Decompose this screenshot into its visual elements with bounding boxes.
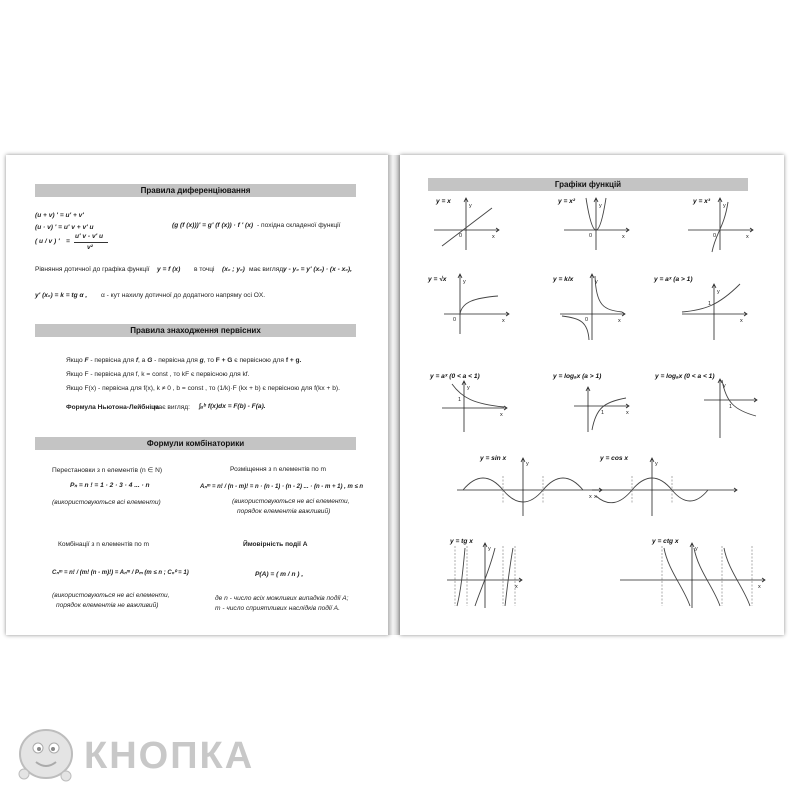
svg-text:x: x — [758, 584, 761, 590]
combinations-title: Комбінації з n елементів по m — [58, 541, 149, 548]
svg-text:x: x — [746, 234, 749, 240]
book-spine — [388, 155, 400, 635]
tangent-text-3: має вигляд: — [249, 266, 285, 273]
graph-exp-growth — [678, 280, 750, 342]
graph-label-sin: y = sin x — [480, 455, 507, 462]
tangent-fn: y = f (x) — [157, 266, 181, 273]
fraction-bar — [74, 242, 108, 243]
newton-leibniz-label: Формула Ньютона-Лейбніца — [66, 404, 159, 411]
svg-text:0: 0 — [453, 317, 457, 323]
diff-rule-quotient-num: u' v - v' u — [75, 233, 104, 240]
svg-text:1: 1 — [729, 404, 733, 410]
chain-rule-formula: (g (f (x)))' = g' (f (x)) · f ' (x) — [172, 222, 254, 229]
graph-label-tan: y = tg x — [450, 538, 473, 545]
mascot-icon — [8, 712, 88, 792]
antideriv-rule-3: Якщо F(x) - первісна для f(x), k ≠ 0 , b = const , то (1/k)·F (kx + b) є первісною для f(kx + b). — [66, 385, 340, 392]
svg-text:0: 0 — [589, 233, 593, 239]
svg-text:x: x — [589, 494, 592, 500]
probability-formula: P(A) = ( m / n ) , — [255, 571, 304, 578]
svg-text:1: 1 — [458, 397, 462, 403]
graph-label-log-decay: y = logₐx (0 < a < 1) — [655, 373, 715, 380]
probability-title: Ймовірність події А — [243, 541, 308, 548]
svg-text:x: x — [502, 318, 505, 324]
brand-name: КНОПКА — [84, 735, 255, 777]
slope-formula: y' (x₀) = k = tg α , — [35, 292, 88, 299]
svg-text:x: x — [492, 234, 495, 240]
permutations-title: Перестановки з n елементів (n ∈ N) — [52, 467, 163, 474]
newton-leibniz-text: має вигляд: — [154, 404, 190, 411]
graph-log-growth — [570, 384, 634, 434]
arrangements-title: Розміщення з n елементів по m — [230, 466, 326, 473]
slope-text: α - кут нахилу дотичної до додатного напряму осі OX. — [101, 292, 266, 299]
arrangements-formula: Aₙᵐ = n! / (n - m)! = n · (n - 1) · (n - 2) ... · (n - m + 1) , m ≤ n — [200, 484, 364, 490]
probability-note-1: де n - число всіх можливих випадків події А; — [215, 595, 349, 602]
graph-label-exp-growth: y = aˣ (a > 1) — [654, 276, 693, 283]
svg-text:y: y — [467, 385, 470, 391]
svg-text:x: x — [626, 410, 629, 416]
svg-text:y: y — [723, 383, 726, 389]
graph-sin — [455, 456, 605, 518]
graph-label-log-growth: y = logₐx (a > 1) — [553, 373, 602, 380]
svg-text:y: y — [655, 461, 658, 467]
graph-label-cot: y = ctg x — [652, 538, 679, 545]
newton-leibniz-formula: ∫ₐᵇ f(x)dx = F(b) - F(a). — [199, 403, 266, 410]
svg-text:y: y — [723, 203, 726, 209]
graph-cube — [684, 194, 756, 254]
combinations-formula: Cₙᵐ = n! / (m! (n - m)!) = Aₙᵐ / Pₘ (m ≤ n ; Cₙ⁰ = 1) — [52, 570, 189, 576]
svg-text:y: y — [488, 546, 491, 552]
graph-label-sqrt: y = √x — [428, 276, 447, 283]
svg-text:x: x — [594, 494, 597, 500]
permutations-formula: Pₙ = n ! = 1 · 2 · 3 · 4 ... · n — [70, 482, 150, 489]
combinations-note-1: (використовуються не всі елементи, — [52, 592, 170, 599]
antideriv-rule-1: Якщо F - первісна для f, а G - первісна для g, то F + G є первісною для f + g. — [66, 357, 302, 364]
svg-text:x: x — [515, 584, 518, 590]
svg-text:x: x — [500, 412, 503, 418]
antideriv-rule-2: Якщо F - первісна для f, k = const , то kF є первісною для kf. — [66, 371, 250, 378]
tangent-equation: y - y₀ = y' (x₀) · (x - x₀), — [283, 266, 352, 273]
svg-text:y: y — [717, 289, 720, 295]
tangent-text-1: Рівняння дотичної до графіка функції — [35, 266, 150, 273]
tangent-point: (x₀ ; y₀) — [222, 266, 245, 273]
svg-text:y: y — [595, 279, 598, 285]
svg-text:y: y — [526, 461, 529, 467]
graph-hyperbola — [556, 270, 628, 342]
graph-label-cube: y = x³ — [693, 198, 711, 205]
diff-rule-product: (u · v) ' = u' v + v' u — [35, 224, 94, 231]
diff-rule-quotient-lhs: ( u / v ) ' — [35, 238, 60, 245]
svg-text:y: y — [695, 546, 698, 552]
graph-log-decay — [700, 376, 760, 440]
svg-text:y: y — [463, 279, 466, 285]
section-header-graphs: Графіки функцій — [428, 178, 748, 191]
tangent-text-2: в точці — [194, 266, 215, 273]
svg-text:0: 0 — [713, 233, 717, 239]
svg-text:y: y — [599, 203, 602, 209]
svg-text:x: x — [618, 318, 621, 324]
diff-rule-quotient-den: v² — [87, 244, 93, 251]
graph-cos — [590, 456, 740, 518]
graph-label-square: y = x² — [558, 198, 576, 205]
svg-text:x: x — [622, 234, 625, 240]
svg-text:0: 0 — [585, 317, 589, 323]
svg-text:0: 0 — [459, 233, 463, 239]
graph-square — [560, 194, 632, 254]
graph-tan — [445, 540, 525, 610]
probability-note-2: m - число сприятливих наслідків події А. — [215, 605, 340, 612]
section-header-antiderivatives: Правила знаходження первісних — [35, 324, 356, 337]
graph-label-cos: y = cos x — [600, 455, 629, 462]
combinations-note-2: порядок елементів не важливий) — [56, 602, 159, 609]
arrangements-note-2: порядок елементів важливий) — [237, 508, 331, 515]
svg-text:x: x — [740, 318, 743, 324]
permutations-note: (використовуються всі елементи) — [52, 499, 161, 506]
svg-text:y: y — [469, 203, 472, 209]
chain-rule-text: - похідна складеної функції — [257, 222, 341, 229]
graph-label-exp-decay: y = aˣ (0 < a < 1) — [430, 373, 480, 380]
graph-sqrt — [440, 270, 512, 336]
graph-label-linear: y = x — [436, 198, 451, 205]
arrangements-note-1: (використовуються не всі елементи, — [232, 498, 350, 505]
svg-text:1: 1 — [708, 301, 712, 307]
graph-cot — [618, 540, 768, 610]
graph-linear — [430, 194, 502, 254]
section-header-combinatorics: Формули комбінаторики — [35, 437, 356, 450]
graph-label-hyperbola: y = k/x — [553, 276, 574, 283]
section-header-differentiation: Правила диференціювання — [35, 184, 356, 197]
diff-rule-sum: (u + v) ' = u' + v' — [35, 212, 84, 219]
svg-text:1: 1 — [601, 410, 605, 416]
graph-exp-decay — [438, 378, 510, 436]
